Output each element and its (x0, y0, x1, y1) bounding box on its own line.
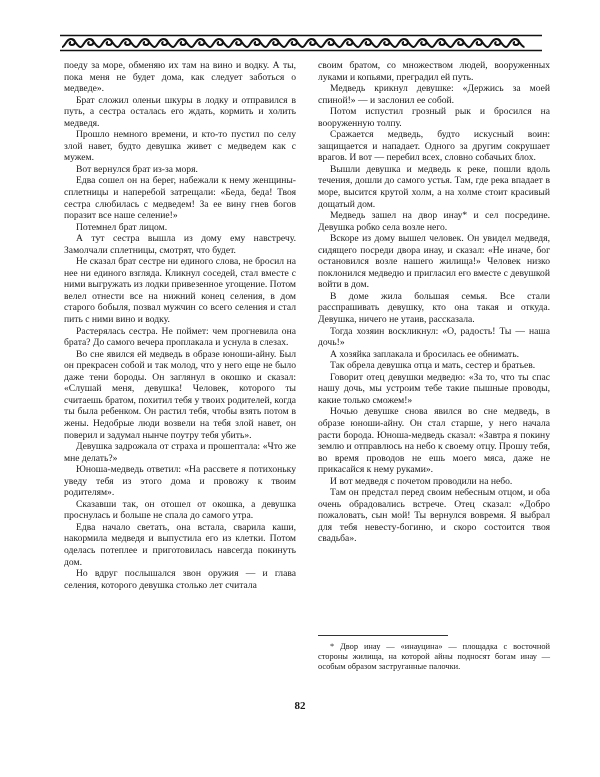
paragraph: Медведь крикнул девушке: «Держись за моей спиной!» — и заслонил ее собой. (318, 83, 550, 106)
wave-ornament (173, 39, 192, 47)
paragraph: Брат сложил оленьи шкуры в лодку и отправился в путь, а сестра осталась его ждать, кормить и холить медведя. (64, 94, 296, 129)
paragraph: Едва сошел он на берег, набежали к нему женщины-сплетницы и наперебой затрещали: «Беда, беда! Твоя сестра слюбилась с медведем! За ее вину гнев богов поразит все наше селение!» (64, 175, 296, 222)
paragraph: Вышли девушка и медведь к реке, пошли вдоль течения, дошли до самого устья. Там, где река впадает в море, высится крутой холм, а на холме стоит красивый дощатый дом. (318, 163, 550, 210)
left-text-column (64, 60, 296, 591)
paragraph: Во сне явился ей медведь в образе юноши-айну. Был он прекрасен собой и так молод, что у него еще не было даже тени бороды. Он заглянул в окошко и сказал: «Слушай меня, девушка! Человек, которого ты считаешь братом, похитил тебя у твоих родителей, когда ты была ребенком. Он растил тебя, чтобы взять потом в жены. Недобрые люди возвели на тебя злой навет, он поверил и задумал нынче поутру тебя убить». (64, 348, 296, 441)
paragraph: Там он предстал перед своим небесным отцом, и оба очень обрадовались встрече. Отец сказал: «Добро пожаловать, сын мой! Ты вернулся вовремя. Я выбрал для тебя невесту-богиню, и скоро состоится твоя свадьба». (318, 487, 550, 545)
wave-ornament (118, 39, 137, 47)
paragraph: Сказавши так, он отошел от окошка, а девушка проснулась и больше не спала до самого утра. (64, 498, 296, 522)
footnote (318, 642, 550, 673)
paragraph: Девушка задрожала от страха и прошептала: «Что же мне делать?» (64, 441, 296, 464)
wave-ornament (303, 39, 322, 47)
paragraph: Вскоре из дому вышел человек. Он увидел медведя, сидящего посреди двора инау, и сказал: «Не иначе, бог остановился возле нашего жилища!» Человек низко поклонился медведю и пригласил его вместе с девушкой войти в дом. (318, 233, 550, 291)
footnote-text: * Двор инау — «инауцина» — площадка с восточной стороны жилища, на которой айны подносят богам инау — особым образом заструганные палочки. (318, 642, 550, 672)
paragraph: Медведь зашел на двор инау* и сел посредине. Девушка робко села возле него. (318, 210, 550, 233)
paragraph: Тогда хозяин воскликнул: «О, радость! Ты — наша дочь!» (318, 325, 550, 349)
paragraph: Говорит отец девушки медведю: «За то, что ты спас нашу дочь, мы устроим тебе такие пышные проводы, какие только сможем!» (318, 371, 550, 406)
wave-ornament (358, 39, 377, 47)
wave-ornament (488, 39, 507, 47)
paragraph: Так обрела девушка отца и мать, сестер и братьев. (330, 360, 536, 372)
wave-ornament (395, 39, 414, 47)
wave-ornament (210, 39, 229, 47)
paragraph: поеду за море, обменяю их там на вино и водку. А ты, пока меня не будет дома, как следует заботься о медведе». (64, 60, 296, 95)
paragraph: своим братом, со множеством людей, вооруженных луками и копьями, преградил ей путь. (318, 60, 550, 83)
wave-ornament (192, 39, 211, 47)
wave-ornament (229, 39, 248, 47)
paragraph: В доме жила большая семья. Все стали расспрашивать девушку, кто она такая и откуда. Девушка, ничего не утаив, рассказала. (318, 290, 550, 326)
paragraph: А хозяйка заплакала и бросилась ее обнимать. (330, 348, 520, 360)
wave-ornament (155, 39, 174, 47)
paragraph: И вот медведя с почетом проводили на небо. (330, 475, 513, 487)
wave-ornament (506, 39, 525, 47)
paragraph: Растерялась сестра. Не поймет: чем прогневила она брата? До самого вечера проплакала и уснула в слезах. (64, 325, 296, 349)
paragraph: Потемнел брат лицом. (76, 221, 168, 233)
paragraph: Но вдруг послышался звон оружия — и глава селения, которого девушка столько лет считала (64, 568, 296, 591)
paragraph: Вот вернулся брат из-за моря. (76, 163, 198, 175)
wave-ornament (451, 39, 470, 47)
wave-ornament (414, 39, 433, 47)
footnote-separator (318, 635, 448, 636)
paragraph: А тут сестра вышла из дому ему навстречу. Замолчали сплетницы, смотрят, что будет. (64, 233, 296, 256)
wave-ornament (136, 39, 155, 47)
wave-ornament (340, 39, 359, 47)
paragraph: Не сказал брат сестре ни единого слова, не бросил на нее ни единого взгляда. Кликнул соседей, стал вместе с ними выгружать из лодки привезенное угощение. Потом велел отнести все на нижний конец селения, в дом старого бобыля, позвал мужчин со всего селения и стал пить с ними вино и водку. (64, 256, 296, 326)
paragraph: Прошло немного времени, и кто-то пустил по селу злой навет, будто девушка живет с медведем как с мужем. (64, 129, 296, 164)
paragraph: Сражается медведь, будто искусный воин: защищается и нападает. Одного за другим сокрушает врагов. И вот — перебил всех, словно собачьих блох. (318, 129, 550, 164)
wave-ornament (284, 39, 303, 47)
wave-ornament (377, 39, 396, 47)
page-number: 82 (294, 700, 306, 712)
ornamental-header-border (60, 34, 542, 52)
right-text-column (318, 60, 550, 545)
wave-ornament (469, 39, 488, 47)
wave-ornament (247, 39, 266, 47)
paragraph: Юноша-медведь ответил: «На рассвете я потихоньку уведу тебя из этого дома и провожу к твоим родителям». (64, 464, 296, 499)
wave-ornament (62, 39, 81, 47)
wave-ornament (99, 39, 118, 47)
paragraph: Потом испустил грозный рык и бросился на вооруженную толпу. (318, 106, 550, 129)
wave-ornament (432, 39, 451, 47)
wave-ornament (81, 39, 100, 47)
paragraph: Ночью девушке снова явился во сне медведь, в образе юноши-айну. Он стал старше, у него начала расти борода. Юноша-медведь сказал: «Завтра я покину землю и отправлюсь на небо к своему отцу. Прошу тебя, во время проводов не ешь моего мяса, даже не прикасайся к нему руками». (318, 406, 550, 476)
wave-ornament (321, 39, 340, 47)
paragraph: Едва начало светать, она встала, сварила каши, накормила медведя и выпустила его из клетки. Потом оделась потеплее и приготовилась навсегда покинуть дом. (64, 521, 296, 568)
wave-ornament (266, 39, 285, 47)
